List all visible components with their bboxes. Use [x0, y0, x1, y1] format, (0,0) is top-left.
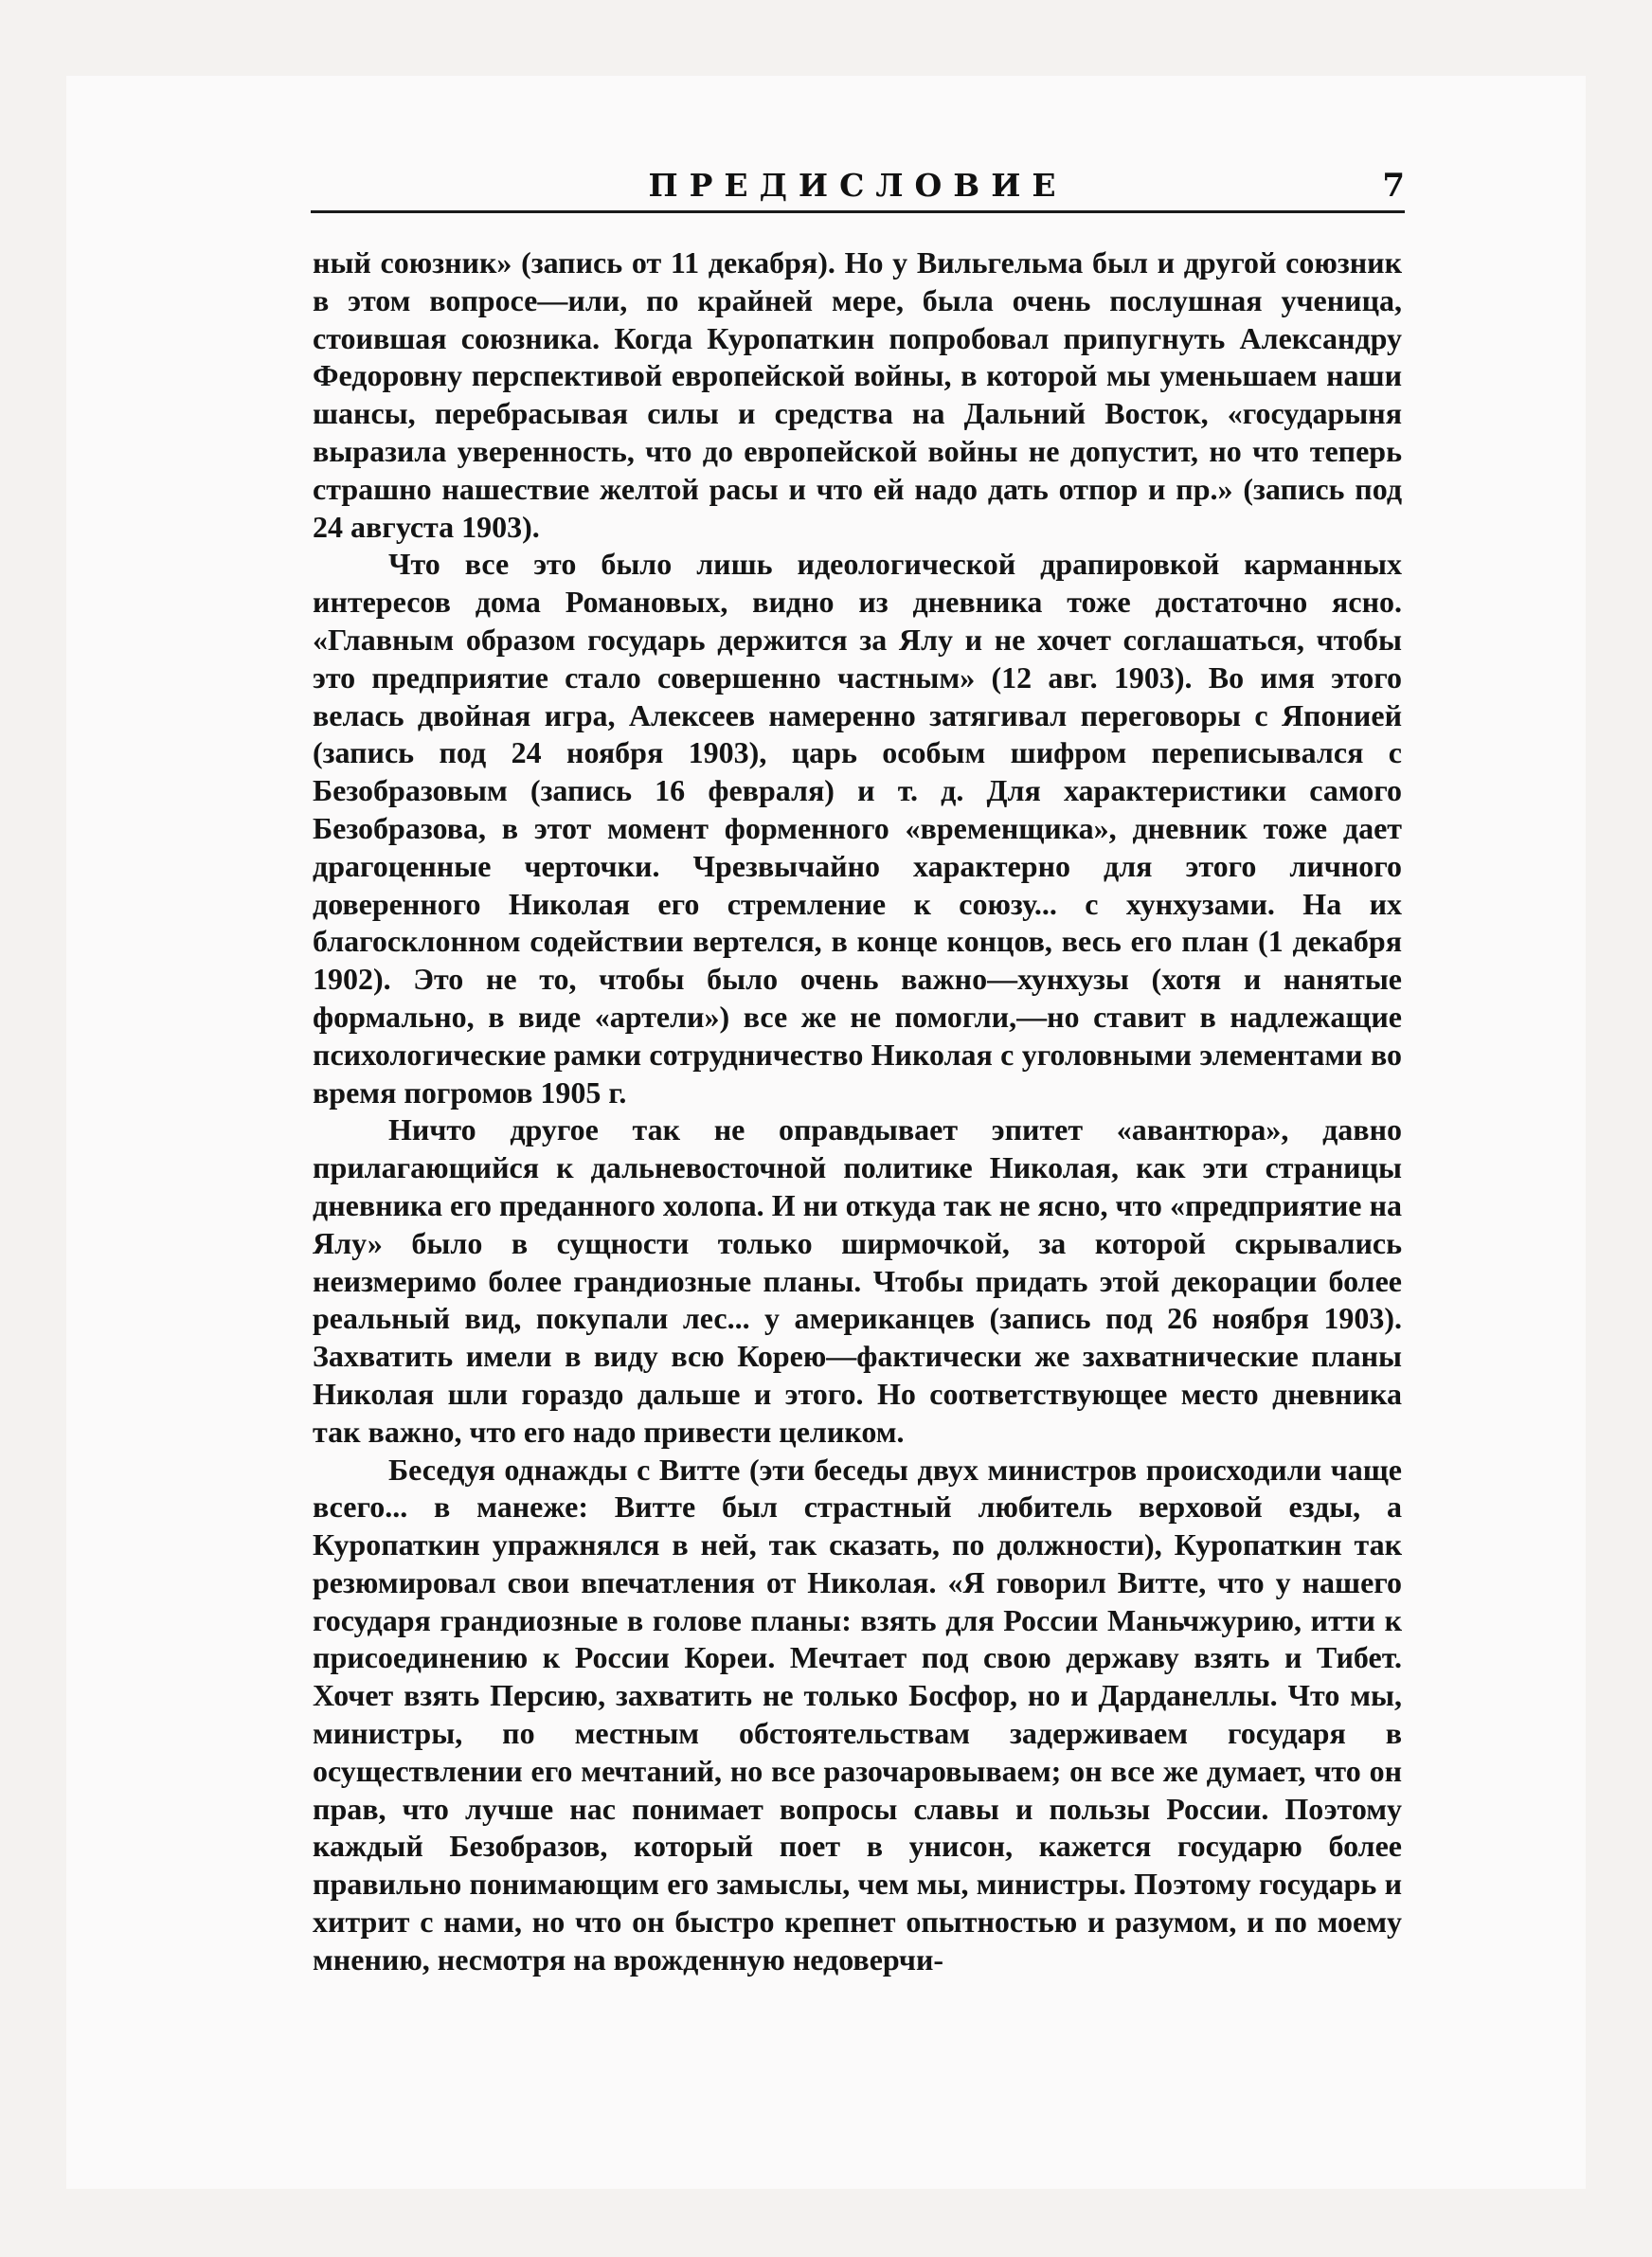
paragraph: Беседуя однажды с Витте (эти беседы двух министров происходили чаще всего... в манеже: Витте был страстный любитель верховой езды, а Куропаткин упражнялся в ней, так сказать, по должности), Куропаткин так резюмировал свои впечатления от Николая. «Я говорил Витте, что у нашего государя грандиозные в голове планы: взять для России Маньчжурию, итти к присоединению к России Кореи. Мечтает под свою державу взять и Тибет. Хочет взять Персию, захватить не только Босфор, но и Дарданеллы. Что мы, министры, по местным обстоятельствам задерживаем государя в осуществлении его мечтаний, но все разочаровываем; он все же думает, что он прав, что лучше нас понимает вопросы славы и пользы России. Поэтому каждый Безобразов, который поет в унисон, кажется государю более правильно понимающим его замыслы, чем мы, министры. Поэтому государь и хитрит с нами, но что он быстро крепнет опытностью и разумом, и по моему мнению, несмотря на врожденную недоверчи- — [313, 1452, 1402, 1977]
body-text — [313, 244, 1402, 1979]
header-rule — [311, 210, 1405, 213]
paragraph: ный союзник» (запись от 11 декабря). Но у Вильгельма был и другой союзник в этом вопросе—или, по крайней мере, была очень послушная ученица, стоившая союзника. Когда Куропаткин попробовал припугнуть Александру Федоровну перспективой европейской войны, в которой мы уменьшаем наши шансы, перебрасывая силы и средства на Дальний Восток, «государыня выразила уверенность, что до европейской войны не допустит, но что теперь страшно нашествие желтой расы и что ей надо дать отпор и пр.» (запись под 24 августа 1903). — [313, 245, 1402, 544]
page-number: 7 — [1382, 167, 1405, 205]
running-title: ПРЕДИСЛОВИЕ — [648, 167, 1068, 204]
page-header — [311, 167, 1405, 216]
paragraph: Ничто другое так не оправдывает эпитет «авантюра», давно прилагающийся к дальневосточной политике Николая, как эти страницы дневника его преданного холопа. И ни откуда так не ясно, что «предприятие на Ялу» было в сущности только ширмочкой, за которой скрывались неизмеримо более грандиозные планы. Чтобы придать этой декорации более реальный вид, покупали лес... у американцев (запись под 26 ноября 1903). Захватить имели в виду всю Корею—фактически же захватнические планы Николая шли гораздо дальше и этого. Но соответствующее место дневника так важно, что его надо привести целиком. — [313, 1112, 1402, 1449]
paragraph: Что все это было лишь идеологической драпировкой карманных интересов дома Романовых, видно из дневника тоже достаточно ясно. «Главным образом государь держится за Ялу и не хочет соглашаться, чтобы это предприятие стало совершенно частным» (12 авг. 1903). Во имя этого велась двойная игра, Алексеев намеренно затягивал переговоры с Японией (запись под 24 ноября 1903), царь особым шифром переписывался с Безобразовым (запись 16 февраля) и т. д. Для характеристики самого Безобразова, в этот момент форменного «временщика», дневник тоже дает драгоценные черточки. Чрезвычайно характерно для этого личного доверенного Николая его стремление к союзу... с хунхузами. На их благосклонном содействии вертелся, в конце концов, весь его план (1 декабря 1902). Это не то, чтобы было очень важно—хунхузы (хотя и нанятые формально, в виде «артели») все же не помогли,—но ставит в надлежащие психологические рамки сотрудничество Николая с уголовными элементами во время погромов 1905 г. — [313, 547, 1402, 1110]
